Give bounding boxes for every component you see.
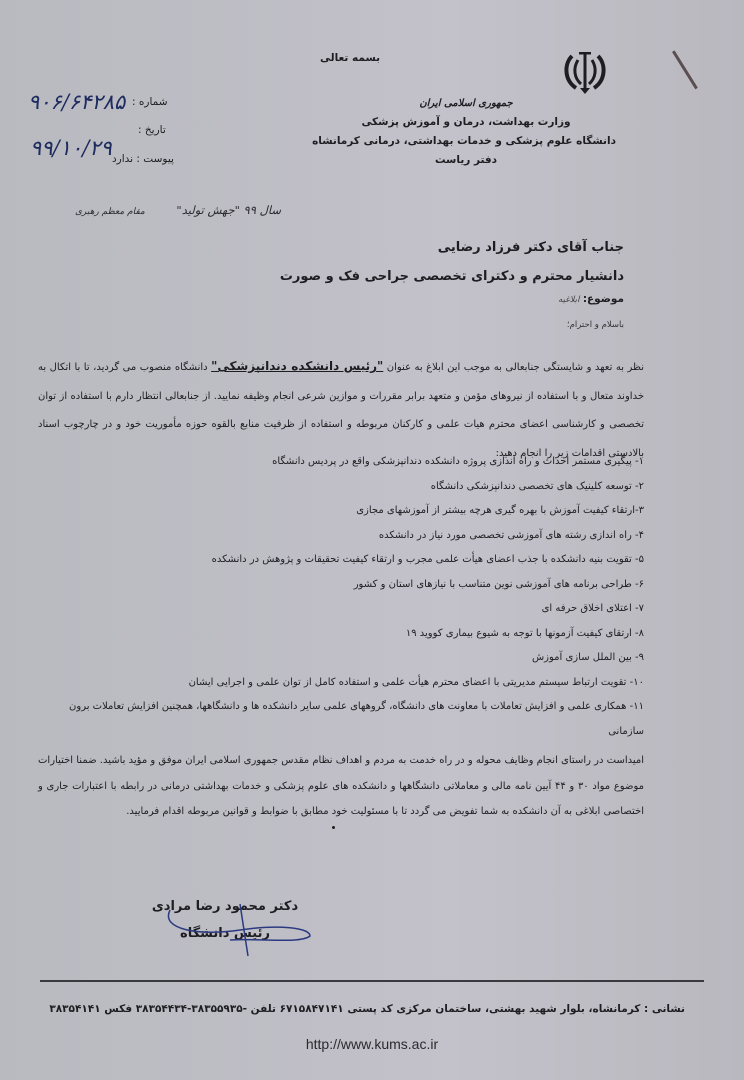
footer-divider bbox=[40, 980, 704, 982]
list-item: ۱۰- تقویت ارتباط سیستم مدیریتی با اعضای محترم هیأت علمی و استفاده کامل از توان علمی و اجرایی ایشان bbox=[188, 676, 644, 688]
letter-number: ۹۰۶/۶۴۲۸۵ bbox=[28, 90, 126, 114]
footer-address: نشانی : کرمانشاه، بلوار شهید بهشتی، ساختمان مرکزی کد پستی ۶۷۱۵۸۴۷۱۴۱ تلفن -۳۸۳۵۵۹۳۵-۳۸۳۵۴۴۳۴ فکس ۳۸۳۵۴۱۴۱ bbox=[49, 1003, 685, 1015]
letterhead-ministry: وزارت بهداشت، درمان و آموزش پزشکی bbox=[361, 116, 571, 128]
letterhead-republic: جمهوری اسلامی ایران bbox=[419, 98, 513, 109]
list-item: ۶- طراحی برنامه های آموزشی نوین متناسب با نیازهای استان و کشور bbox=[353, 578, 644, 590]
basmala: بسمه تعالی bbox=[320, 52, 381, 64]
list-item: ۴- راه اندازی رشته های آموزشی تخصصی مورد نیاز در دانشکده bbox=[378, 529, 644, 541]
duties-list bbox=[38, 450, 644, 744]
signature-scribble-icon bbox=[160, 900, 320, 960]
list-item: ۹- بین الملل سازی آموزش bbox=[531, 652, 644, 663]
appointment-title: "رئیس دانشکده دندانپزشکی" bbox=[211, 359, 384, 373]
recipient-title: دانشیار محترم و دکترای تخصصی جراحی فک و صورت bbox=[279, 269, 624, 284]
list-item: ۳-ارتقاء کیفیت آموزش با بهره گیری هرچه بیشتر از آموزشهای مجازی bbox=[356, 505, 644, 516]
pen-mark bbox=[672, 50, 698, 89]
letterhead-office: دفتر ریاست bbox=[434, 154, 498, 166]
list-item: ۸- ارتقای کیفیت آزمونها با توجه به شیوع بیماری کووید ۱۹ bbox=[405, 627, 644, 639]
letterhead bbox=[312, 94, 616, 170]
closing-paragraph: امیداست در راستای انجام وظایف محوله و در راه خدمت به مردم و اهداف نظام مقدس جمهوری اسلامی ایران موفق و مؤید باشید. ضمنا اختیارات موضوع مواد ۳۰ و ۴۴ آیین نامه مالی و معاملاتی دانشگاهها و دانشکده های علوم پزشکی و خدمات بهداشتی درمانی در رابطه با اعتبارات جاری و اختصاصی ابلاغی به آن دانشکده به شما تفویض می گردد تا با مسئولیت خود مطابق با ضوابط و قوانین مربوطه اقدام فرمایید. bbox=[38, 755, 644, 817]
list-item: ۱- پیگیری مستمر احداث و راه اندازی پروژه دانشکده دندانپزشکی واقع در پردیس دانشگاه bbox=[272, 456, 644, 467]
list-item: ۲- توسعه کلینیک های تخصصی دندانپزشکی دانشگاه bbox=[430, 480, 644, 492]
subject-label: موضوع: bbox=[582, 293, 624, 305]
body-after: دانشگاه منصوب می گردید، تا با اتکال به خداوند متعال و با استفاده از نیروهای مؤمن و متعهد برابر مقررات و موازین شرعی انجام وظیفه نمایید. از جنابعالی انتظار دارم با استفاده از توان تخصصی و کارشناسی اعضای محترم هیات علمی و کارکنان مربوطه و استفاده از ظرفیت منابع بالقوه حوزه مأموریت خود و در چارچوب اسناد بالادستی اقدامات زیر را انجام دهید: bbox=[38, 362, 644, 459]
signatory-name: دکتر محمود رضا مرادی bbox=[151, 899, 299, 914]
date-label: تاریخ : bbox=[138, 124, 166, 136]
slogan-source: مقام معظم رهبری bbox=[75, 207, 145, 217]
letterhead-university: دانشگاه علوم پزشکی و خدمات بهداشتی، درمانی کرمانشاه bbox=[312, 135, 616, 147]
number-label: شماره : bbox=[132, 96, 168, 108]
recipient-name: جناب آقای دکتر فرزاد رضایی bbox=[437, 240, 624, 255]
footer-website[interactable]: http://www.kums.ac.ir bbox=[305, 1036, 439, 1052]
signatory-title: رئیس دانشگاه bbox=[180, 926, 270, 941]
iran-emblem-icon bbox=[562, 48, 608, 96]
slogan-text: سال ۹۹ "جهش تولید" bbox=[176, 203, 282, 217]
year-slogan bbox=[75, 203, 281, 217]
list-item: ۱۱- همکاری علمی و افزایش تعاملات با معاونت های دانشگاه، گروههای علمی سایر دانشکده ها و دانشگاهها، همچنین افزایش تعاملات برون سازمانی bbox=[69, 701, 644, 737]
period-mark bbox=[332, 826, 335, 829]
attachment-label: پیوست : ندارد bbox=[112, 153, 174, 165]
list-item: ۷- اعتلای اخلاق حرفه ای bbox=[541, 603, 644, 614]
list-item: ۵- تقویت بنیه دانشکده با جذب اعضای هیأت علمی مجرب و ارتقاء کیفیت تحقیقات و پژوهش در دانشکده bbox=[211, 554, 644, 565]
body-before: نظر به تعهد و شایستگی جنابعالی به موجب این ابلاغ به عنوان bbox=[383, 362, 644, 373]
letter-date: ۹۹/۱۰/۲۹ bbox=[30, 136, 112, 160]
subject-line bbox=[558, 293, 624, 305]
recipient bbox=[280, 233, 624, 291]
greeting: باسلام و احترام؛ bbox=[566, 320, 624, 330]
letter-meta bbox=[20, 92, 180, 172]
subject-value: ابلاغیه bbox=[558, 295, 580, 305]
